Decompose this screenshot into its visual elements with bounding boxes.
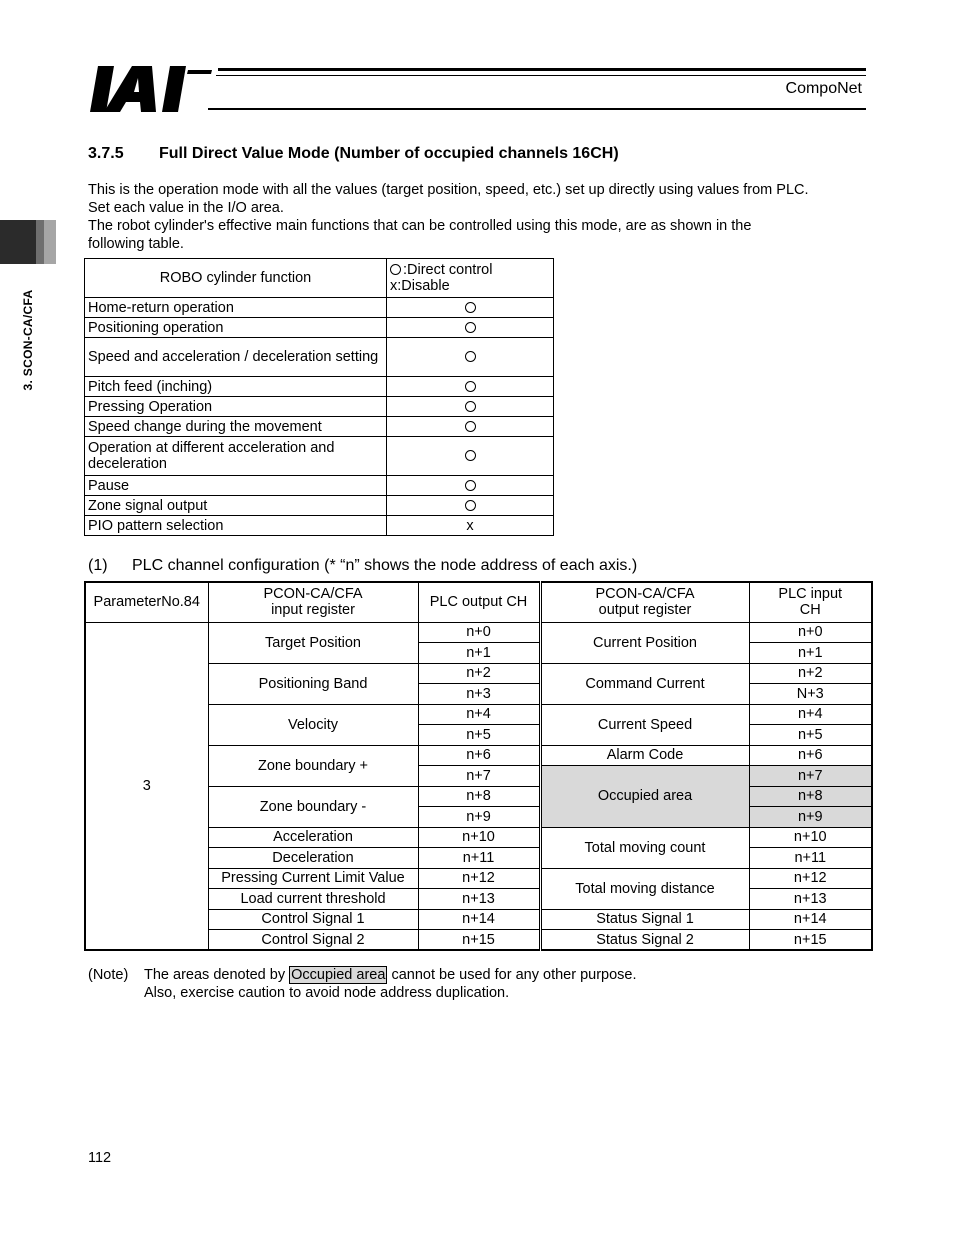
side-tab-dark-block — [0, 220, 36, 264]
input-channel: n+2 — [749, 663, 872, 684]
section-number: 3.7.5 — [88, 145, 124, 162]
intro-line-1: This is the operation mode with all the values (target position, speed, etc.) set up directly using values from PLC. — [88, 182, 809, 198]
function-row — [85, 318, 554, 338]
input-channel: n+14 — [749, 909, 872, 930]
output-register: Status Signal 2 — [540, 930, 749, 951]
function-mark-cell — [387, 318, 554, 338]
intro-line-3: The robot cylinder's effective main functions that can be controlled using this mode, are as shown in the — [88, 218, 752, 234]
function-row — [85, 516, 554, 536]
function-table — [84, 258, 554, 536]
function-row — [85, 417, 554, 437]
legend-direct-label: :Direct control — [403, 262, 493, 278]
note-text-before: The areas denoted by — [144, 967, 290, 983]
header-rule-thin — [216, 75, 866, 76]
section-title: Full Direct Value Mode (Number of occupied channels 16CH) — [159, 145, 619, 162]
circle-icon — [465, 450, 476, 461]
function-row — [85, 298, 554, 318]
input-register: Zone boundary + — [208, 745, 418, 786]
function-mark-cell — [387, 338, 554, 377]
io-row — [85, 622, 872, 643]
output-channel: n+3 — [418, 684, 540, 705]
circle-icon — [465, 351, 476, 362]
note-line-2: Also, exercise caution to avoid node address duplication. — [144, 985, 510, 1001]
circle-icon — [465, 381, 476, 392]
plc-input-header-line2: CH — [799, 602, 821, 619]
output-register: Command Current — [540, 663, 749, 704]
occupied-area-cell: Occupied area — [540, 766, 749, 828]
header-title: CompoNet — [785, 80, 862, 97]
disable-mark: x — [466, 517, 474, 534]
input-register: Target Position — [208, 622, 418, 663]
plc-input-header — [749, 582, 872, 622]
circle-icon — [465, 500, 476, 511]
output-register: Current Speed — [540, 704, 749, 745]
input-register: Positioning Band — [208, 663, 418, 704]
input-channel: n+4 — [749, 704, 872, 725]
input-channel: n+11 — [749, 848, 872, 869]
output-channel: n+13 — [418, 889, 540, 910]
function-name: Zone signal output — [85, 496, 387, 516]
side-tab-mid-block — [36, 220, 44, 264]
output-channel: n+15 — [418, 930, 540, 951]
output-channel: n+8 — [418, 786, 540, 807]
circle-icon — [465, 421, 476, 432]
iai-logo — [90, 66, 212, 112]
input-register: Zone boundary - — [208, 786, 418, 827]
config-number: (1) — [88, 557, 108, 574]
input-register: Control Signal 2 — [208, 930, 418, 951]
output-register: Total moving count — [540, 827, 749, 868]
legend-disable: x:Disable — [390, 278, 450, 294]
plc-output-header: PLC output CH — [418, 582, 540, 622]
output-channel: n+9 — [418, 807, 540, 828]
side-tab-light-block — [44, 220, 56, 264]
note-occupied-highlight: Occupied area — [291, 967, 386, 983]
output-register: Alarm Code — [540, 745, 749, 766]
circle-icon — [465, 480, 476, 491]
input-channel: n+5 — [749, 725, 872, 746]
input-channel-occupied: n+8 — [749, 786, 872, 807]
input-register: Pressing Current Limit Value — [208, 868, 418, 889]
output-channel: n+0 — [418, 622, 540, 643]
output-register: Status Signal 1 — [540, 909, 749, 930]
circle-icon — [390, 264, 401, 275]
function-mark-cell — [387, 476, 554, 496]
function-row — [85, 476, 554, 496]
circle-icon — [465, 322, 476, 333]
output-channel: n+12 — [418, 868, 540, 889]
input-register: Acceleration — [208, 827, 418, 848]
function-mark-cell — [387, 377, 554, 397]
output-register: Total moving distance — [540, 868, 749, 909]
function-mark-cell — [387, 298, 554, 318]
output-channel: n+2 — [418, 663, 540, 684]
circle-icon — [465, 401, 476, 412]
input-register-header-line2: input register — [271, 602, 355, 619]
function-mark-cell — [387, 397, 554, 417]
input-channel: n+6 — [749, 745, 872, 766]
input-channel: n+13 — [749, 889, 872, 910]
function-mark-cell — [387, 437, 554, 476]
side-tab-label: 3. SCON-CA/CFA — [21, 289, 35, 391]
function-name: Pitch feed (inching) — [85, 377, 387, 397]
param-value: 3 — [85, 622, 208, 950]
note-text-after: cannot be used for any other purpose. — [387, 967, 637, 983]
function-row — [85, 377, 554, 397]
input-register-header-line1: PCON-CA/CFA — [263, 586, 363, 603]
legend-cell — [387, 259, 554, 298]
input-channel: n+1 — [749, 643, 872, 664]
plc-input-header-line1: PLC input — [778, 586, 843, 603]
output-channel: n+6 — [418, 745, 540, 766]
legend-direct — [390, 262, 550, 278]
input-register: Deceleration — [208, 848, 418, 869]
input-channel: n+12 — [749, 868, 872, 889]
function-row — [85, 397, 554, 417]
circle-icon — [465, 302, 476, 313]
output-channel: n+10 — [418, 827, 540, 848]
note-line-1 — [144, 967, 637, 983]
function-header-cell: ROBO cylinder function — [85, 259, 387, 298]
note-label: (Note) — [88, 967, 129, 983]
intro-line-2: Set each value in the I/O area. — [88, 200, 284, 216]
function-name: Operation at different acceleration and deceleration — [85, 437, 387, 476]
io-header-row — [85, 582, 872, 622]
function-row — [85, 496, 554, 516]
function-row — [85, 338, 554, 377]
function-row — [85, 437, 554, 476]
channel-config-table — [84, 581, 873, 951]
input-channel: n+10 — [749, 827, 872, 848]
config-title: PLC channel configuration (* “n” shows the node address of each axis.) — [132, 557, 638, 574]
input-register: Velocity — [208, 704, 418, 745]
output-channel: n+1 — [418, 643, 540, 664]
input-register-header — [208, 582, 418, 622]
output-channel: n+7 — [418, 766, 540, 787]
input-channel: n+15 — [749, 930, 872, 951]
input-channel-occupied: n+9 — [749, 807, 872, 828]
input-channel: n+0 — [749, 622, 872, 643]
function-name: Pressing Operation — [85, 397, 387, 417]
output-channel: n+4 — [418, 704, 540, 725]
function-mark-cell — [387, 516, 554, 536]
param-header: ParameterNo.84 — [85, 582, 208, 622]
header-rule-top — [218, 68, 866, 71]
header-rule-bottom — [208, 108, 866, 110]
output-register-header-line1: PCON-CA/CFA — [595, 586, 695, 603]
function-table-header-row — [85, 259, 554, 298]
function-name: PIO pattern selection — [85, 516, 387, 536]
intro-line-4: following table. — [88, 236, 184, 252]
input-channel: N+3 — [749, 684, 872, 705]
function-name: Pause — [85, 476, 387, 496]
function-mark-cell — [387, 496, 554, 516]
output-channel: n+14 — [418, 909, 540, 930]
output-channel: n+11 — [418, 848, 540, 869]
output-register-header — [540, 582, 749, 622]
output-register-header-line2: output register — [598, 602, 692, 619]
function-name: Speed change during the movement — [85, 417, 387, 437]
function-name: Speed and acceleration / deceleration setting — [85, 338, 387, 377]
output-channel: n+5 — [418, 725, 540, 746]
input-channel-occupied: n+7 — [749, 766, 872, 787]
output-register: Current Position — [540, 622, 749, 663]
function-name: Home-return operation — [85, 298, 387, 318]
input-register: Control Signal 1 — [208, 909, 418, 930]
page-number: 112 — [88, 1150, 112, 1166]
input-register: Load current threshold — [208, 889, 418, 910]
function-name: Positioning operation — [85, 318, 387, 338]
function-mark-cell — [387, 417, 554, 437]
